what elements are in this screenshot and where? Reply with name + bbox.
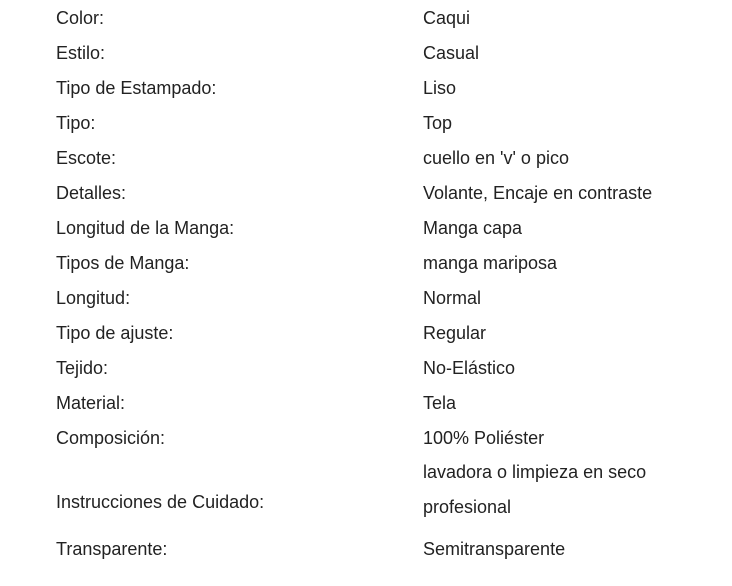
spec-label: Escote: [56, 148, 117, 168]
spec-label: Material: [56, 393, 126, 413]
spec-label: Instrucciones de Cuidado: [56, 492, 265, 512]
spec-label: Detalles: [56, 183, 127, 203]
spec-value: lavadora o limpieza en seco profesional [423, 462, 647, 517]
spec-row-fabric [56, 350, 716, 385]
spec-label: Tipo de Estampado: [56, 78, 217, 98]
spec-row-composition [56, 420, 716, 455]
spec-label: Tipo de ajuste: [56, 323, 174, 343]
spec-value: Casual [423, 43, 480, 63]
spec-row-details [56, 175, 716, 210]
product-specs-table [56, 0, 716, 566]
spec-value: Regular [423, 323, 487, 343]
spec-value: Manga capa [423, 218, 523, 238]
spec-row-length [56, 280, 716, 315]
spec-row-care-instructions [56, 455, 716, 531]
spec-row-type [56, 105, 716, 140]
spec-label: Composición: [56, 428, 166, 448]
spec-value: Liso [423, 78, 457, 98]
spec-label: Tejido: [56, 358, 109, 378]
spec-label: Transparente: [56, 539, 168, 559]
spec-row-neckline [56, 140, 716, 175]
spec-row-transparency [56, 531, 716, 566]
spec-value: Caqui [423, 8, 471, 28]
spec-value: Volante, Encaje en contraste [423, 183, 653, 203]
spec-row-sleeve-length [56, 210, 716, 245]
spec-value: Tela [423, 393, 457, 413]
spec-row-color [56, 0, 716, 35]
spec-row-material [56, 385, 716, 420]
spec-value: manga mariposa [423, 253, 558, 273]
spec-value: cuello en 'v' o pico [423, 148, 569, 168]
spec-value: Semitransparente [423, 539, 566, 559]
spec-label: Tipo: [56, 113, 96, 133]
spec-value: Top [423, 113, 453, 133]
spec-label: Longitud: [56, 288, 131, 308]
spec-label: Estilo: [56, 43, 106, 63]
spec-row-fit-type [56, 315, 716, 350]
spec-value: No-Elástico [423, 358, 516, 378]
spec-row-sleeve-type [56, 245, 716, 280]
spec-value: 100% Poliéster [423, 428, 545, 448]
spec-row-print-type [56, 70, 716, 105]
spec-label: Tipos de Manga: [56, 253, 190, 273]
spec-label: Color: [56, 8, 105, 28]
spec-row-style [56, 35, 716, 70]
spec-label: Longitud de la Manga: [56, 218, 235, 238]
spec-value: Normal [423, 288, 482, 308]
